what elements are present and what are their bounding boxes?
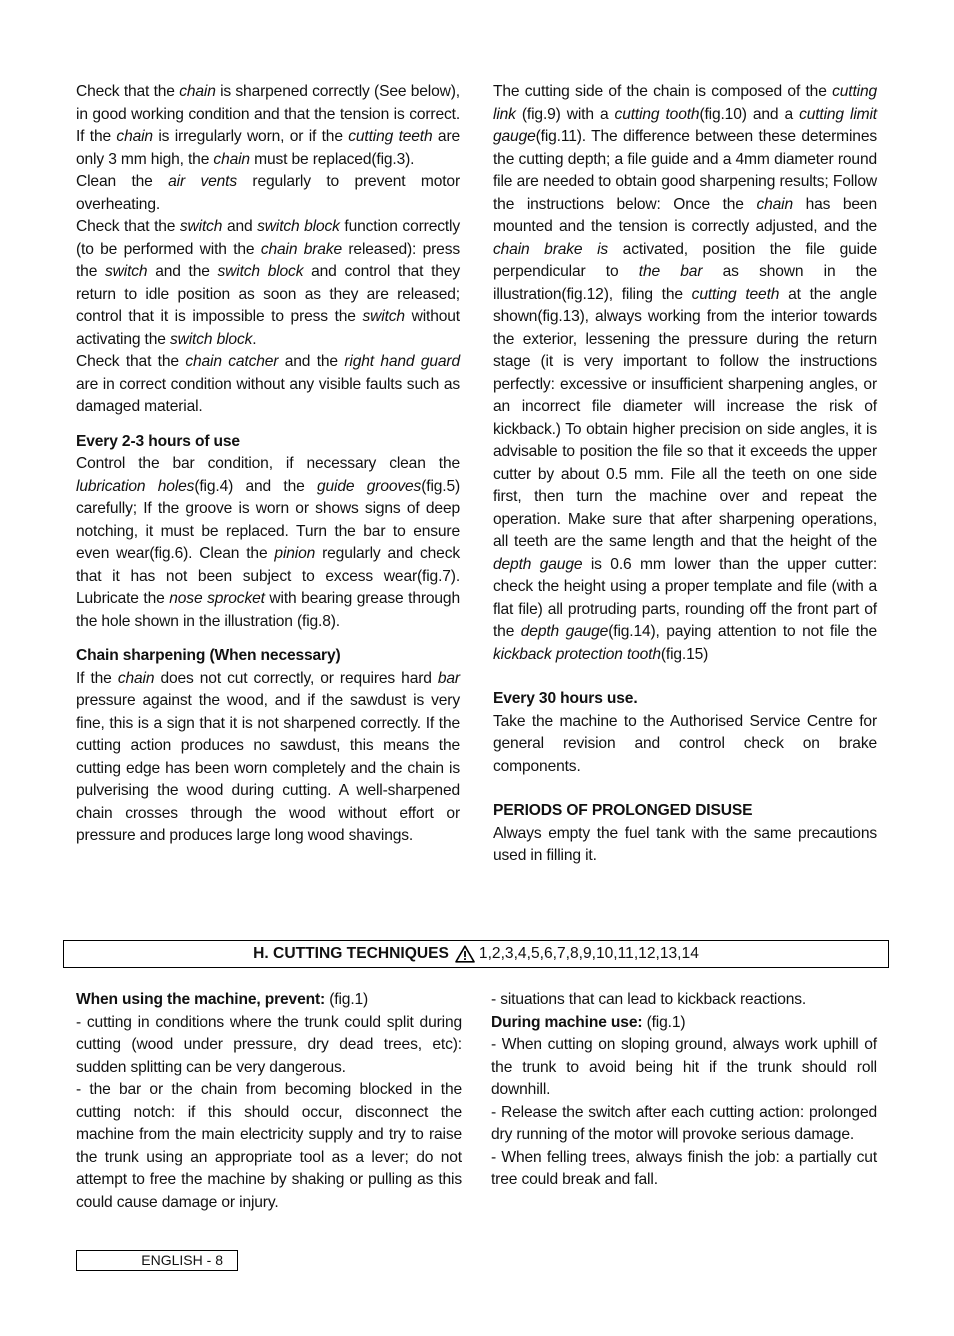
italic-term: switch [105, 263, 148, 280]
italic-term: cutting teeth [348, 128, 433, 145]
italic-term: chain brake is [493, 240, 609, 258]
italic-term: the bar [638, 263, 703, 280]
heading-every-30-hours: Every 30 hours use. [493, 690, 638, 707]
italic-term: chain [179, 83, 216, 100]
italic-term: guide grooves [317, 477, 422, 495]
heading-prolonged-disuse: PERIODS OF PROLONGED DISUSE [493, 802, 753, 819]
paragraph-felling-trees: - When felling trees, always finish the job: a partially cut tree could break and fall. [491, 1148, 877, 1188]
prevent-heading-line [76, 989, 462, 1012]
italic-term: cutting teeth [691, 285, 780, 303]
italic-term: switch [179, 218, 223, 235]
italic-term: right hand guard [344, 353, 460, 370]
italic-term: cutting limit gauge [493, 105, 877, 145]
section-header-cutting-techniques [63, 940, 889, 968]
section-figure-list: 1,2,3,4,5,6,7,8,9,10,11,12,13,14 [478, 945, 699, 962]
italic-term: switch block [257, 218, 340, 235]
italic-term: kickback protection tooth [493, 645, 661, 663]
italic-term: cutting link [493, 83, 877, 123]
paragraph-bar-blocked: - the bar or the chain from becoming blocked in the cutting notch: if this should occur, disconnect the machine from the main electricity supply and try to raise the trunk using an appropriate tool as a lever; do not attempt to free the machine by shaking or pulling as this could cause damage or injury. [76, 1081, 462, 1211]
paragraph-kickback-situations: - situations that can lead to kickback reactions. [491, 991, 807, 1008]
paragraph-chain-check: Check that the chain is sharpened correctly (See below), in good working condition and that the tension is correct. If the chain is irregularly worn, or if the cutting teeth are only 3 mm high, the chain must be replaced(fig.3). [76, 83, 461, 168]
right-column [493, 81, 877, 868]
cutting-left-column [76, 989, 462, 1214]
paragraph-trunk-split: - cutting in conditions where the trunk could split during cutting (wood under pressure, dry dead trees, etc): sudden splitting can be very dangerous. [76, 1013, 462, 1076]
italic-term: chain [213, 150, 250, 168]
cutting-right-column [491, 989, 877, 1192]
paragraph-chain-catcher: Check that the chain catcher and the right hand guard are in correct condition without any visible faults such as damaged material. [76, 353, 460, 415]
italic-term: switch block [217, 263, 304, 280]
left-column [76, 81, 460, 848]
italic-term: air vents [168, 173, 237, 190]
italic-term: switch block [169, 330, 253, 348]
italic-term: chain [116, 128, 153, 145]
section-title: H. CUTTING TECHNIQUES [253, 945, 449, 962]
prevent-fig-ref: (fig.1) [325, 991, 369, 1008]
during-heading-line [491, 1012, 877, 1035]
paragraph-bar-condition: Control the bar condition, if necessary clean the lubrication holes(fig.4) and the guide grooves(fig.5) carefully; If the groove is worn or shows signs of deep notching, it must be replaced. Turn the bar to ensure even wear(fig.6). Clean the pinion regularly and check that it has not been subject to excess wear(fig.7). Lubricate the nose sprocket with bearing grease through the hole shown in the illustration (fig.8). [76, 455, 461, 630]
italic-term: nose sprocket [169, 590, 265, 607]
italic-term: chain [117, 669, 155, 687]
paragraph-fuel-tank: Always empty the fuel tank with the same precautions used in filling it. [493, 824, 877, 864]
paragraph-switch-check: Check that the switch and switch block function correctly (to be performed with the chain brake released): press the switch and the switch block and control that they return to idle position as soon as they are released; control that it is impossible to press the switch without activating the switch block. [76, 218, 461, 348]
italic-term: depth gauge [493, 555, 583, 573]
italic-term: bar [437, 669, 460, 687]
paragraph-air-vents: Clean the air vents regularly to prevent motor overheating. [76, 173, 460, 213]
page-footer-label: ENGLISH - 8 [76, 1250, 238, 1271]
paragraph-chain-sharpening: If the chain does not cut correctly, or requires hard bar pressure against the wood, and if the sawdust is very fine, this is a sign that it is not sharpened correctly. If the cutting action produces no sawdust, this means the cutting edge has been worn completely and the chain is pulverising the wood during cutting. A well-sharpened chain crosses through the wood without effort or pressure and produces large long wood shavings. [76, 669, 460, 844]
paragraph-sloping-ground: - When cutting on sloping ground, always work uphill of the trunk to avoid being hit if the trunk should roll downhill. [491, 1036, 877, 1098]
italic-term: cutting tooth [614, 105, 700, 123]
italic-term: chain brake [260, 240, 342, 258]
italic-term: chain [756, 195, 793, 213]
italic-term: pinion [274, 545, 316, 562]
warning-triangle-icon [455, 945, 475, 963]
paragraph-cutting-side: The cutting side of the chain is composed of the cutting link (fig.9) with a cutting tooth(fig.10) and a cutting limit gauge(fig.11). The difference between these determines the cutting depth; a file guide and a 4mm diameter round file are needed to obtain good sharpening results; Follow the instructions below: Once the chain has been mounted and the tension is correctly adjusted, and the chain brake is activated, position the file guide perpendicular to the bar as shown in the illustration(fig.12), filing the cutting teeth at the angle shown(fig.13), always working from the interior towards the exterior, lessening the pressure during the return stage (it is very important to follow the instructions perfectly: excessive or insufficient sharpening angles, or an incorrect file diameter will increase the risk of kickback.) To obtain higher precision on side angles, it is advisable to position the file so that it exceeds the upper cutter by about 0.5 mm. File all the teeth on one side first, then turn the machine over and repeat the operation. Make sure that after sharpening operations, all teeth are the same length and that the height of the depth gauge is 0.6 mm lower than the upper cutter: check the height using a proper template and file (with a flat file) all protruding parts, rounding off the front part of the depth gauge(fig.14), paying attention to not file the kickback protection tooth(fig.15) [493, 83, 877, 663]
paragraph-service-centre: Take the machine to the Authorised Service Centre for general revision and control check on brake components. [493, 712, 877, 775]
italic-term: switch [362, 308, 405, 325]
during-fig-ref: (fig.1) [642, 1013, 686, 1031]
italic-term: chain catcher [185, 353, 279, 370]
heading-during-use: During machine use: [491, 1013, 643, 1031]
heading-every-2-3-hours: Every 2-3 hours of use [76, 432, 240, 450]
heading-prevent: When using the machine, prevent: [76, 991, 326, 1008]
paragraph-release-switch: - Release the switch after each cutting action: prolonged dry running of the motor will provoke serious damage. [491, 1103, 877, 1143]
heading-chain-sharpening: Chain sharpening (When necessary) [76, 647, 341, 664]
italic-term: depth gauge [520, 623, 609, 640]
italic-term: lubrication holes [76, 477, 195, 495]
